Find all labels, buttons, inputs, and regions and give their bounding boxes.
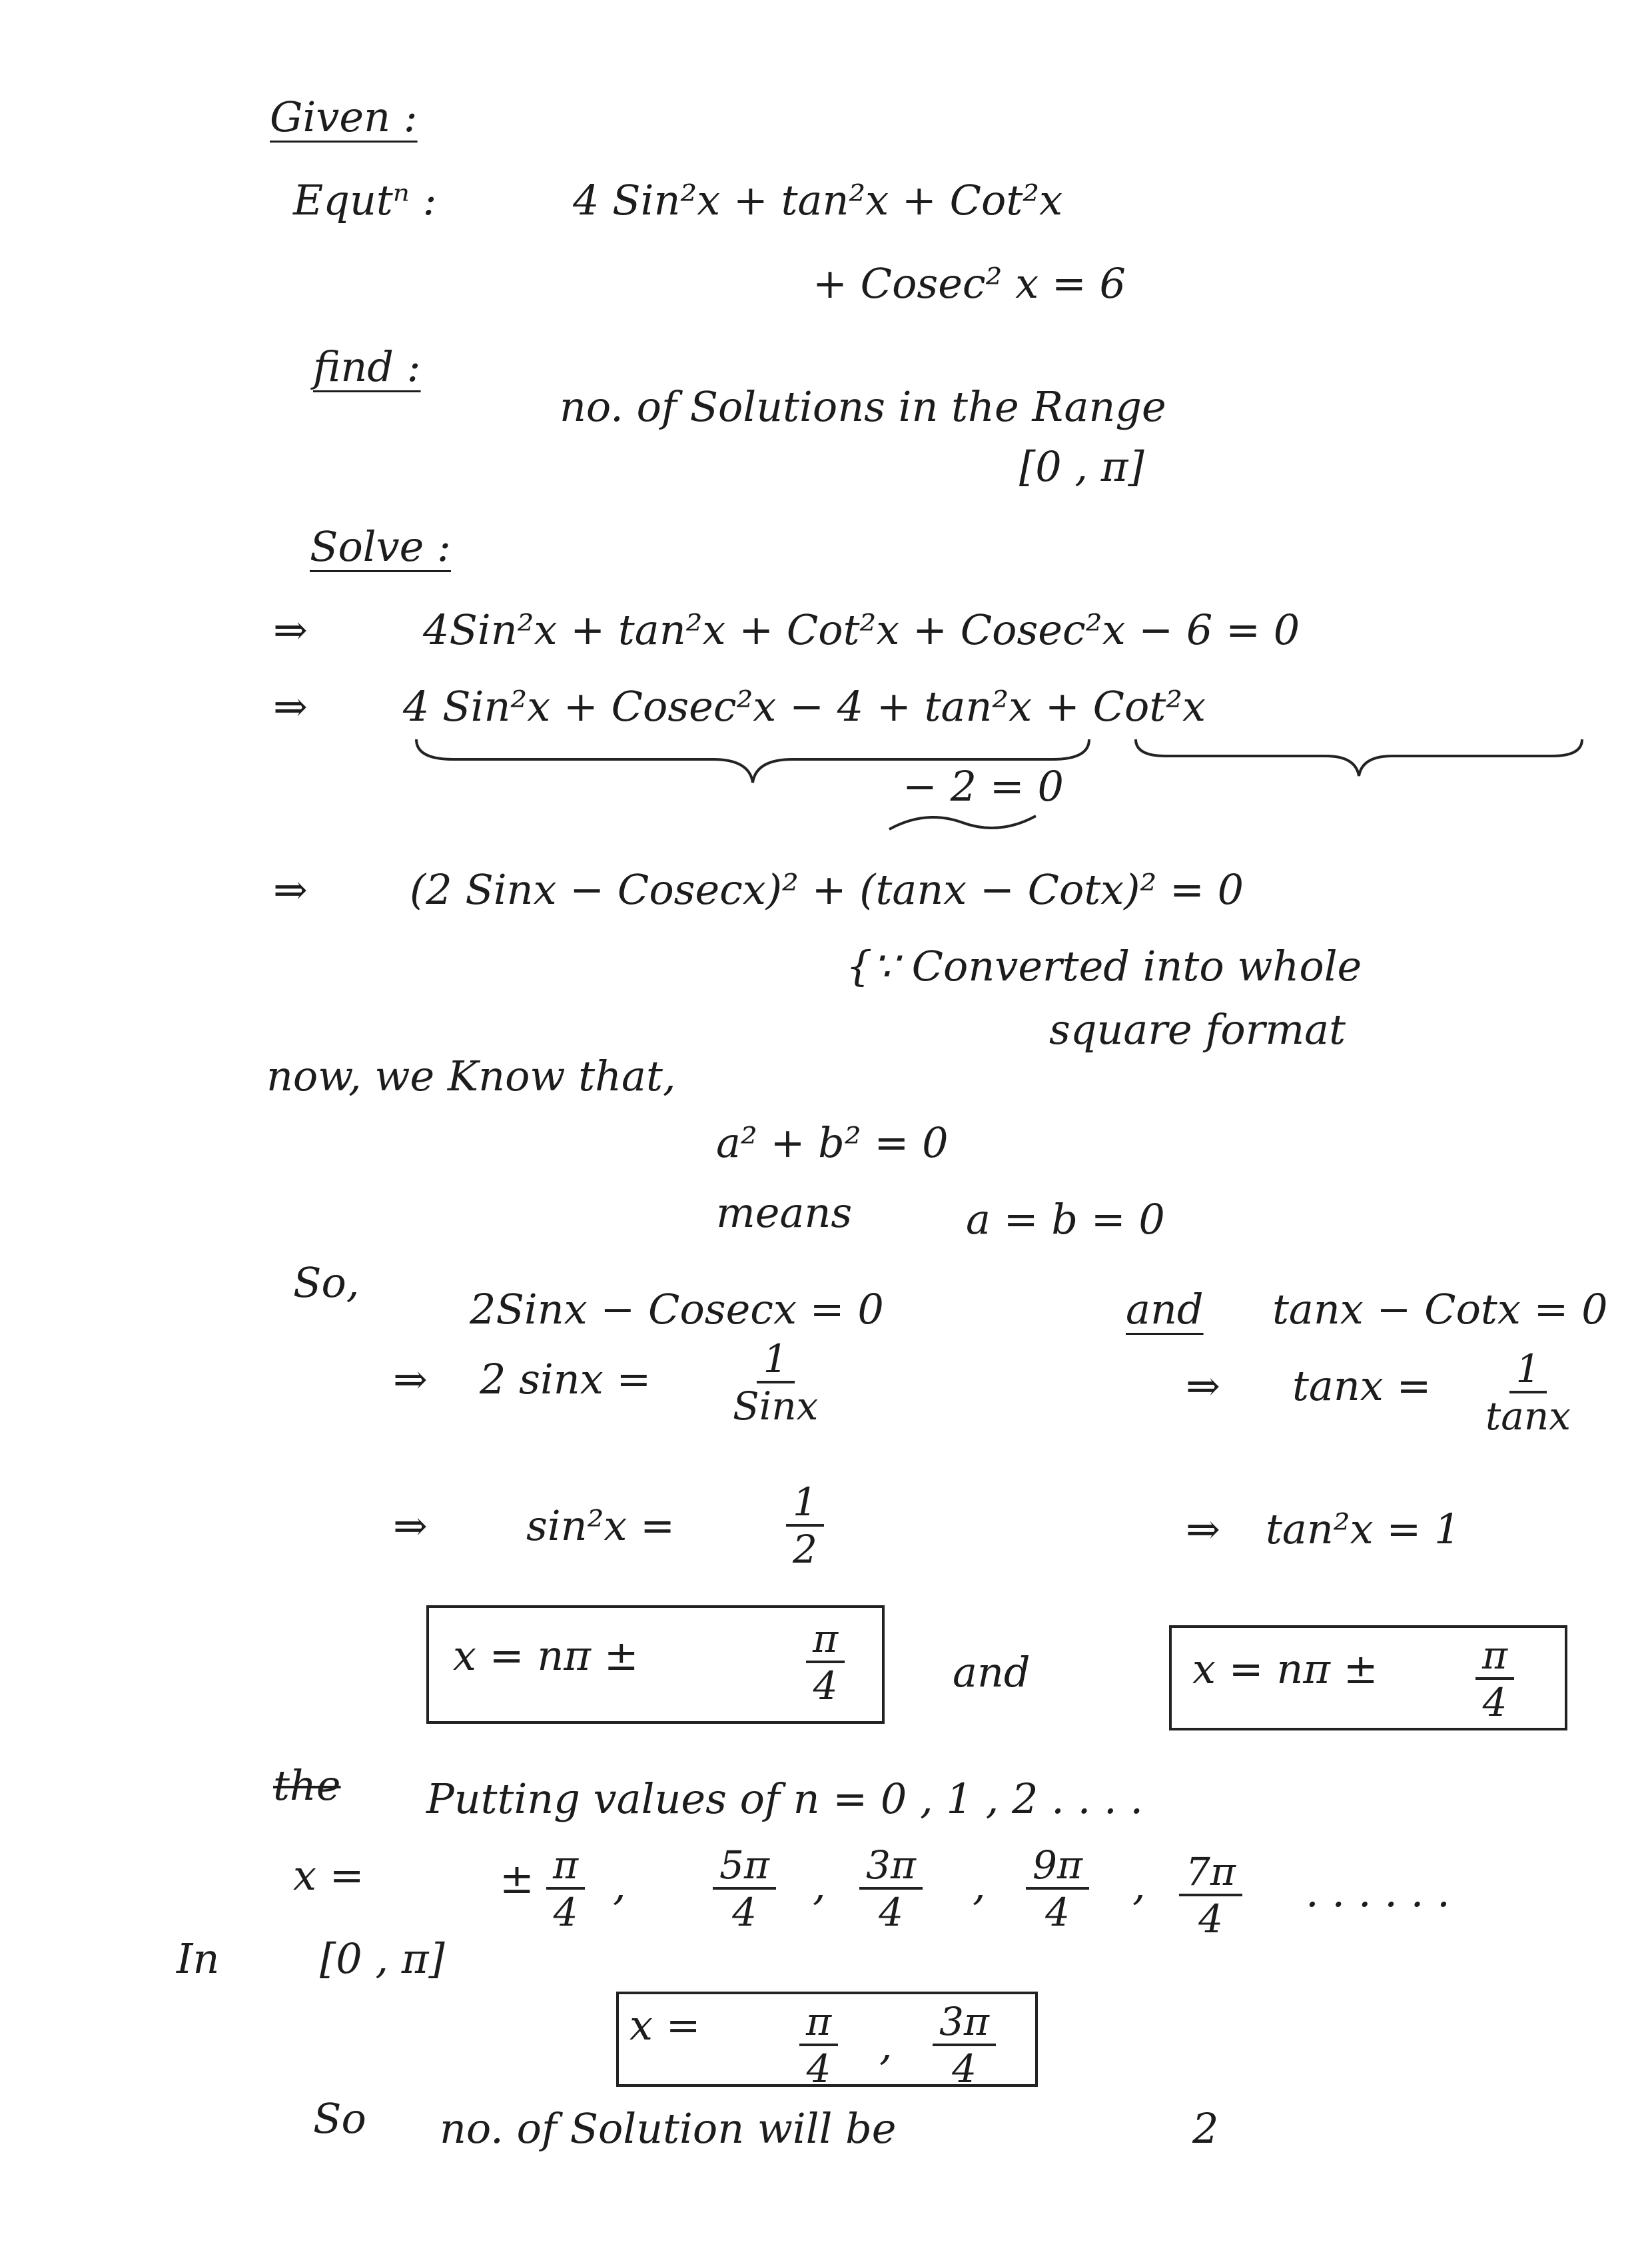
arrow-4: ⇒ xyxy=(393,1355,428,1403)
left-step-3: sin²x = xyxy=(526,1501,675,1550)
arrow-5: ⇒ xyxy=(1186,1361,1220,1410)
solve-step-2: 4 Sin²x + Cosec²x − 4 + tan²x + Cot²x xyxy=(403,682,1206,731)
comma: , xyxy=(813,1861,826,1910)
note-line-2: square format xyxy=(1049,1005,1346,1054)
final-pi-over-4: $\frac{\pi}{4}$ xyxy=(799,2002,838,2089)
fraction-pi-over-4-right: $\frac{\pi}{4}$ xyxy=(1475,1635,1514,1723)
interval: [0 , π] xyxy=(320,1934,445,1983)
general-solution-left: x = nπ ± xyxy=(453,1631,639,1680)
equation-line-2: + Cosec² x = 6 xyxy=(813,259,1126,308)
conclusion-so: So xyxy=(313,2094,366,2143)
in-label: In xyxy=(177,1934,220,1983)
note-line-1: {∵ Converted into whole xyxy=(846,942,1362,990)
value-7pi-over-4: $\frac{7\pi}{4}$ xyxy=(1179,1852,1242,1940)
find-line-1: no. of Solutions in the Range xyxy=(560,382,1166,431)
arrow-3: ⇒ xyxy=(273,865,308,914)
tilde-underline xyxy=(886,806,1039,839)
given-heading: Given : xyxy=(270,93,418,141)
solve-heading: Solve : xyxy=(310,522,451,571)
conclusion-answer: 2 xyxy=(1192,2104,1219,2153)
conclusion-text: no. of Solution will be xyxy=(440,2104,897,2153)
value-9pi-over-4: $\frac{9\pi}{4}$ xyxy=(1026,1845,1089,1933)
arrow-6: ⇒ xyxy=(393,1501,428,1550)
value-3pi-over-4: $\frac{3\pi}{4}$ xyxy=(859,1845,923,1933)
equation-line-1: 4 Sin²x + tan²x + Cot²x xyxy=(573,176,1063,224)
solve-step-1: 4Sin²x + tan²x + Cot²x + Cosec²x − 6 = 0 xyxy=(423,605,1300,654)
comma: , xyxy=(613,1861,626,1910)
comma: , xyxy=(879,2021,893,2070)
general-solution-right: x = nπ ± xyxy=(1192,1645,1378,1693)
arrow-1: ⇒ xyxy=(273,605,308,654)
left-step-2: 2 sinx = xyxy=(480,1355,651,1403)
solve-step-2b: − 2 = 0 xyxy=(903,762,1064,811)
comma: , xyxy=(973,1861,986,1910)
so-and-connector: and xyxy=(1126,1285,1204,1333)
fraction-pi-over-4-left: $\frac{\pi}{4}$ xyxy=(806,1619,845,1706)
know-line-2: a² + b² = 0 xyxy=(716,1118,949,1167)
final-3pi-over-4: $\frac{3\pi}{4}$ xyxy=(933,2002,996,2089)
comma: , xyxy=(1132,1861,1146,1910)
mid-and: and xyxy=(953,1648,1031,1697)
so-label: So, xyxy=(293,1258,360,1307)
fraction-1-over-2: $\frac{1}{2}$ xyxy=(786,1482,824,1570)
equation-label: Equtⁿ : xyxy=(293,176,437,224)
know-means: means xyxy=(716,1188,853,1237)
value-pi-over-4: $\frac{\pi}{4}$ xyxy=(546,1845,585,1933)
value-sign: ± xyxy=(500,1854,534,1903)
so-right-equation: tanx − Cotx = 0 xyxy=(1272,1285,1608,1333)
fraction-1-over-tanx: $\frac{1}{\tan x}$ xyxy=(1485,1346,1571,1439)
value-5pi-over-4: $\frac{5\pi}{4}$ xyxy=(713,1845,776,1933)
final-x-label: x = xyxy=(629,2001,701,2050)
know-result: a = b = 0 xyxy=(966,1195,1165,1244)
solve-step-3: (2 Sinx − Cosecx)² + (tanx − Cotx)² = 0 xyxy=(410,865,1244,914)
arrow-2: ⇒ xyxy=(273,682,308,731)
struck-word: the xyxy=(273,1761,341,1810)
x-label: x = xyxy=(293,1851,364,1900)
arrow-7: ⇒ xyxy=(1186,1505,1220,1553)
fraction-1-over-sinx: 1 Sinx xyxy=(733,1336,819,1429)
putting-values-line: Putting values of n = 0 , 1 , 2 . . . . xyxy=(426,1774,1144,1823)
find-heading: find : xyxy=(313,342,421,391)
underbrace-right xyxy=(1132,729,1585,783)
so-left-equation: 2Sinx − Cosecx = 0 xyxy=(470,1285,884,1333)
trailing-dots: . . . . . . xyxy=(1306,1868,1450,1916)
right-step-2: tanx = xyxy=(1292,1361,1432,1410)
know-line-1: now, we Know that, xyxy=(266,1052,676,1100)
find-range: [0 , π] xyxy=(1019,442,1144,491)
right-step-3: tan²x = 1 xyxy=(1266,1505,1461,1553)
